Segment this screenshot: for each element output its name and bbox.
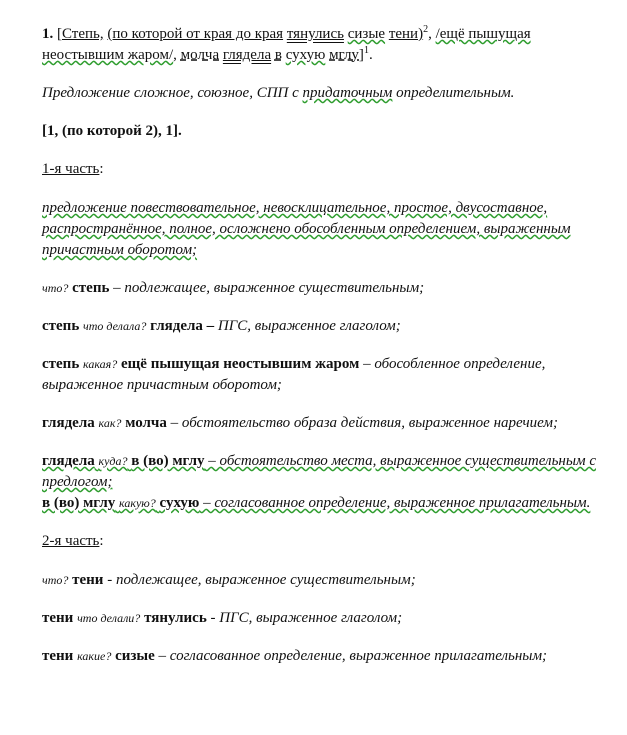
part1-item-adverbial-place [42,451,613,493]
word-mglu: мглу] [329,47,364,63]
member-description: – согласованное определение, выраженное прилагательным. [199,495,591,511]
member-word: сухую [159,495,200,511]
member-word: ещё пышущая неостывшим жаром [120,356,360,372]
participle-phrase-b: неостывшим жаром/ [42,47,174,63]
member-description: - подлежащее, выраженное существительным; [103,572,416,588]
part1-item-predicate [42,316,613,337]
superscript-1: 1 [363,45,369,56]
member-description: - ПГС, выраженное глаголом; [206,610,403,626]
member-head: степь [42,356,80,372]
word-molcha: молча [180,47,220,63]
member-word: тянулись [144,610,207,626]
member-word: в (во) мглу [131,453,205,469]
word-teni: тени) [388,26,424,42]
part1-item-attribute-phrase [42,354,613,396]
sentence-open-bracket: [ [57,26,62,42]
comma: , [428,26,432,42]
question: что делали? [77,611,141,625]
member-word: молча [125,415,167,431]
superscript-2: 2 [423,24,429,35]
question: что? [42,573,69,587]
period: . [368,47,373,63]
member-word: сизые [115,648,155,664]
part1-item-attribute [42,493,613,514]
member-head: тени [42,648,74,664]
member-head: глядела [42,415,95,431]
description-underlined-word: придаточным [302,85,393,101]
subordinate-clause-start: (по которой от края до края [107,26,284,42]
member-description: – обстоятельство места, выраженное существительным с предлогом; [42,453,596,490]
question: что делала? [83,319,147,333]
question: как? [98,416,122,430]
word-sizye: сизые [347,26,386,42]
comma: , [173,47,177,63]
member-word: тени [72,572,104,588]
part2-header: 2-я часть: [42,533,104,549]
member-head: степь [42,318,80,334]
part2-item-attribute [42,646,613,667]
question: какую? [119,496,156,510]
member-head: в (во) мглу [42,495,116,511]
member-description: – подлежащее, выраженное существительным; [109,280,425,296]
sentence-description: Предложение сложное, союзное, СПП с придаточным определительным. [42,85,515,101]
sentence-scheme: [1, (по которой 2), 1]. [42,123,182,139]
question: какая? [83,357,118,371]
member-description: ПГС, выраженное глаголом; [214,318,401,334]
member-head: тени [42,610,74,626]
word-step: Степь, [62,26,104,42]
member-word: глядела – [150,318,215,334]
word-v: в [274,47,282,63]
part2-item-predicate [42,608,613,629]
member-word: степь [72,280,110,296]
member-description: – обстоятельство образа действия, выраженное наречием; [166,415,558,431]
part1-characteristics: предложение повествовательное, невосклицательное, простое, двусоставное, распространённое, полное, осложнено обособленным определением, выраженным причастным оборотом; [42,200,571,258]
part1-item-adverbial-manner [42,413,613,434]
word-tyanulis: тянулись [286,26,344,42]
part2-item-subject [42,570,613,591]
part1-item-subject [42,278,613,299]
member-description: – согласованное определение, выраженное прилагательным; [154,648,548,664]
sentence-line [42,24,613,66]
question: какие? [77,649,112,663]
member-head: глядела [42,453,95,469]
question: что? [42,281,69,295]
word-suhuyu: сухую [285,47,326,63]
part1-header: 1-я часть: [42,161,104,177]
participle-phrase-a: /ещё пышущая [435,26,531,42]
sentence-number: 1. [42,26,54,42]
question: куда? [98,454,128,468]
word-glyadela: глядела [222,47,272,63]
member-description: – обособленное определение, выраженное причастным оборотом; [42,356,546,393]
